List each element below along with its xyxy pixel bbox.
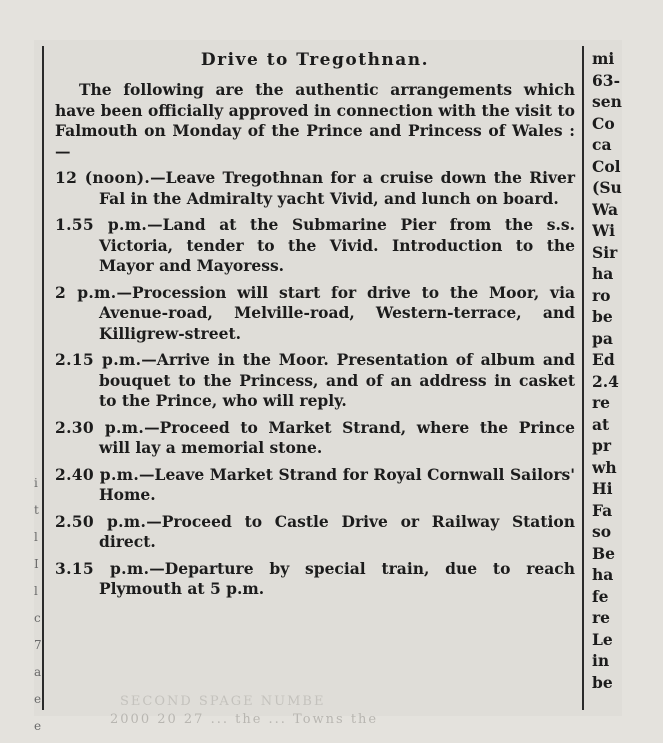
adjacent-fragment: fe <box>592 586 609 606</box>
adjacent-fragment: 63- <box>592 70 621 90</box>
adjacent-fragment: wh <box>592 457 617 477</box>
schedule-item <box>55 168 575 209</box>
gutter-mark: e <box>34 719 42 733</box>
column-rule-left <box>42 46 44 710</box>
adjacent-fragment: Co <box>592 113 615 133</box>
schedule-time: 2.15 p.m. <box>55 350 142 369</box>
adjacent-fragment: Le <box>592 629 613 649</box>
adjacent-fragment: Sir <box>592 242 618 262</box>
adjacent-fragment: Wi <box>592 221 616 240</box>
adjacent-fragment: Col <box>592 156 621 176</box>
schedule-text: —Land at the Submarine Pier from the s.s. Victoria, tender to the Vivid. Introduction to the Mayor and Mayoress. <box>99 215 575 275</box>
schedule-item <box>55 465 575 506</box>
article-headline: Drive to Tregothnan. <box>200 50 430 70</box>
schedule-text: —Arrive in the Moor. Presentation of album and bouquet to the Princess, and of an address in casket to the Prince, who will reply. <box>99 350 575 410</box>
gutter-marks <box>34 470 42 740</box>
adjacent-fragment: be <box>592 307 613 326</box>
adjacent-fragment: Be <box>592 543 615 563</box>
gutter-mark: a <box>34 665 42 679</box>
adjacent-column <box>592 48 632 693</box>
adjacent-fragment: Fa <box>592 500 613 520</box>
schedule-item <box>55 283 575 345</box>
column-rule-right <box>582 46 584 710</box>
schedule-text: —Procession will start for drive to the Moor, via Avenue-road, Melville-road, Western-terrace, and Killigrew-street. <box>99 282 575 343</box>
schedule-text: —Leave Tregothnan for a cruise down the River Fal in the Admiralty yacht Vivid, and lunch on board. <box>99 168 576 208</box>
adjacent-fragment: 2.4 <box>592 371 619 391</box>
adjacent-fragment: Wa <box>592 199 619 219</box>
schedule-item <box>55 559 575 600</box>
schedule-time: 12 (noon). <box>55 168 151 187</box>
adjacent-fragment: ca <box>592 135 612 154</box>
schedule-text: —Departure by special train, due to reach Plymouth at 5 p.m. <box>99 558 575 598</box>
adjacent-fragment: in <box>592 651 610 670</box>
adjacent-fragment: at <box>592 414 610 434</box>
schedule-item <box>55 215 575 277</box>
schedule-time: 1.55 p.m. <box>55 215 148 234</box>
gutter-mark: c <box>34 611 41 625</box>
adjacent-fragment: be <box>592 672 613 692</box>
gutter-mark: l <box>34 530 38 544</box>
adjacent-fragment: sen <box>592 92 622 111</box>
bleed-through-text: SECOND SPAGE NUMBE <box>120 694 326 709</box>
schedule-item <box>55 350 575 412</box>
adjacent-fragment: pr <box>592 436 612 455</box>
gutter-mark: I <box>34 557 39 571</box>
schedule-time: 2.50 p.m. <box>55 511 147 531</box>
schedule-time: 2.40 p.m. <box>55 464 140 484</box>
adjacent-fragment: mi <box>592 49 615 68</box>
gutter-mark: i <box>34 476 38 490</box>
adjacent-fragment: ro <box>592 285 611 305</box>
article-intro: The following are the authentic arrangements which have been officially approved in connection with the visit to Falmouth on Monday of the Prince and Princess of Wales :— <box>55 80 575 161</box>
schedule-time: 3.15 p.m. <box>55 558 150 578</box>
schedule-time: 2.30 p.m. <box>55 417 145 437</box>
adjacent-fragment: so <box>592 522 612 541</box>
schedule-text: —Proceed to Castle Drive or Railway Station direct. <box>99 511 575 551</box>
adjacent-fragment: ha <box>592 264 614 283</box>
schedule-text: —Leave Market Strand for Royal Cornwall Sailors' Home. <box>99 464 575 504</box>
adjacent-fragment: re <box>592 608 611 627</box>
adjacent-fragment: re <box>592 393 611 412</box>
adjacent-fragment: ha <box>592 565 614 584</box>
adjacent-fragment: pa <box>592 328 613 348</box>
adjacent-fragment: (Su <box>592 178 622 197</box>
article <box>55 48 575 606</box>
bleed-through-text: 2000 20 27 ... the ... Towns the <box>110 712 379 727</box>
schedule-text: —Proceed to Market Strand, where the Prince will lay a memorial stone. <box>99 417 575 457</box>
schedule-time: 2 p.m. <box>55 282 117 302</box>
gutter-mark: e <box>34 692 42 706</box>
schedule-item <box>55 512 575 553</box>
adjacent-fragment: Ed <box>592 350 615 369</box>
gutter-mark: t <box>34 503 39 517</box>
schedule-item <box>55 418 575 459</box>
gutter-mark: 7 <box>34 638 42 652</box>
gutter-mark: l <box>34 584 38 598</box>
adjacent-fragment: Hi <box>592 479 613 498</box>
